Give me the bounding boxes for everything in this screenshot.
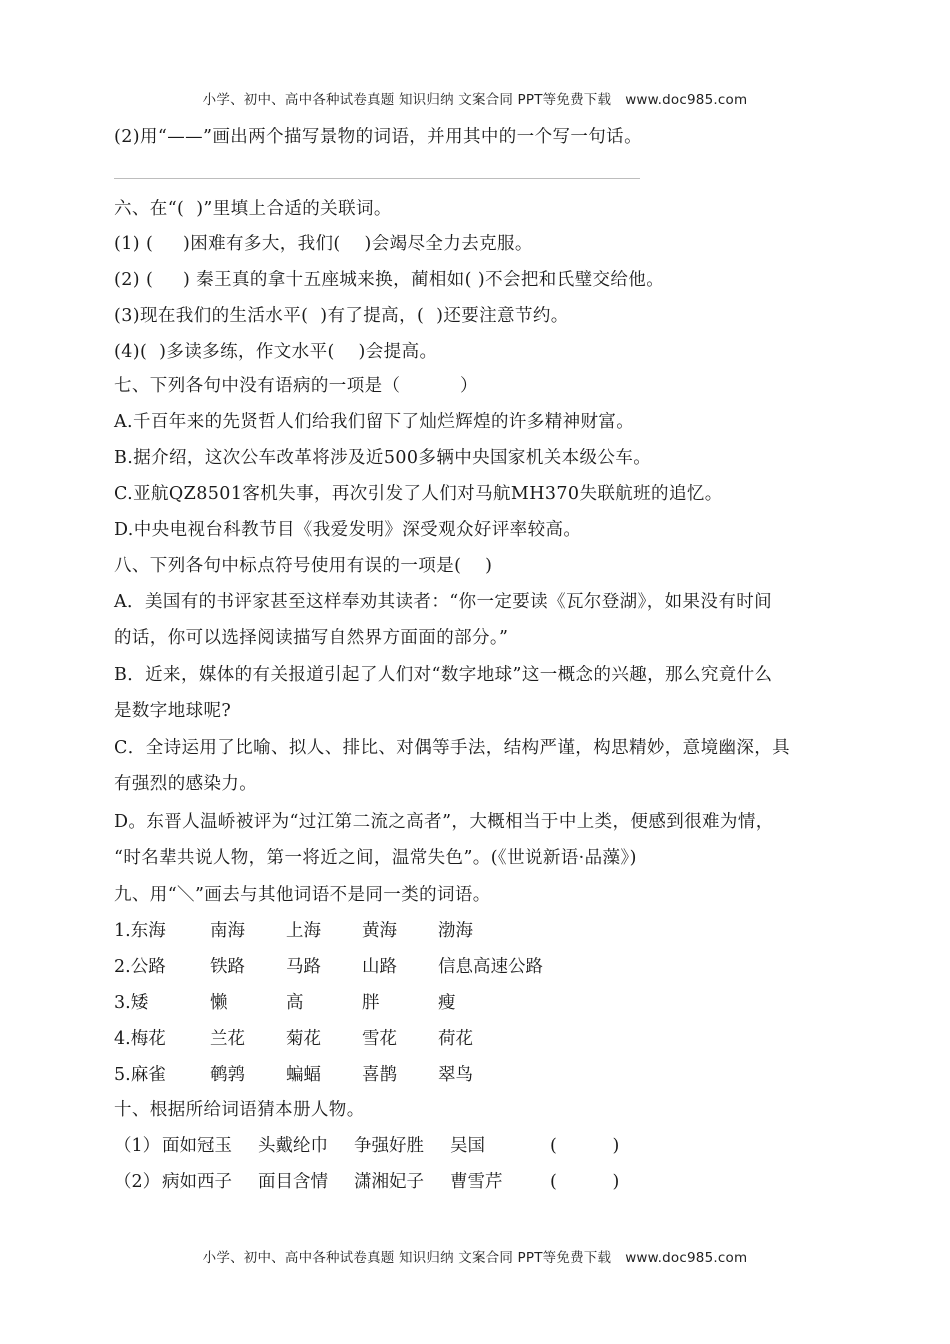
clue-number: （2） (114, 1172, 161, 1192)
section-8-option-b-line-1: B．近来，媒体的有关报道引起了人们对“数字地球”这一概念的兴趣，那么究竟什么 (114, 665, 773, 685)
word-group-item[interactable]: 南海 (210, 921, 245, 941)
word-group-item[interactable]: 兰花 (210, 1029, 245, 1049)
section-8-option-c-line-1: C．全诗运用了比喻、拟人、排比、对偶等手法，结构严谨，构思精妙，意境幽深，具 (114, 738, 791, 758)
word-group-item[interactable]: 胖 (362, 993, 380, 1013)
section-6-item-4: (4)( )多读多练，作文水平( )会提高。 (114, 342, 438, 362)
section-7-option-b: B.据介绍，这次公车改革将涉及近500多辆中央国家机关本级公车。 (114, 448, 652, 468)
footer-site-link[interactable]: www.doc985.com (625, 1250, 748, 1266)
clue-word: 吴国 (450, 1136, 485, 1156)
clue-word: 争强好胜 (354, 1136, 424, 1156)
word-group-item[interactable]: 懒 (210, 993, 228, 1013)
word-group-item[interactable]: 荷花 (438, 1029, 473, 1049)
section-10-title: 十、根据所给词语猜本册人物。 (114, 1100, 365, 1120)
section-6-item-3: (3)现在我们的生活水平( )有了提高，( )还要注意节约。 (114, 306, 569, 326)
header-text: 小学、初中、高中各种试卷真题 知识归纳 文案合同 PPT等免费下载 (202, 92, 612, 108)
answer-blank[interactable]: ( ) (550, 1172, 620, 1192)
section-7-option-a: A.千百年来的先贤哲人们给我们留下了灿烂辉煌的许多精神财富。 (114, 412, 635, 432)
section-8-option-b-line-2: 是数字地球呢? (114, 701, 232, 721)
word-group-item[interactable]: 2.公路 (114, 957, 166, 977)
word-group-item[interactable]: 鹌鹑 (210, 1065, 245, 1085)
section-6-title: 六、在“( )”里填上合适的关联词。 (114, 199, 392, 219)
word-group-item[interactable]: 4.梅花 (114, 1029, 166, 1049)
section-8-option-d-line-1: D。东晋人温峤被评为“过江第二流之高者”，大概相当于中上类，便感到很难为情， (114, 812, 774, 832)
section-8-option-c-line-2: 有强烈的感染力。 (114, 774, 258, 794)
footer-text: 小学、初中、高中各种试卷真题 知识归纳 文案合同 PPT等免费下载 (202, 1250, 612, 1266)
section-8-option-a-line-2: 的话，你可以选择阅读描写自然界方面面的部分。” (114, 628, 509, 648)
word-group-item[interactable]: 喜鹊 (362, 1065, 397, 1085)
section-8-option-a-line-1: A．美国有的书评家甚至这样奉劝其读者：“你一定要读《瓦尔登湖》，如果没有时间 (114, 592, 773, 612)
word-group-item[interactable]: 马路 (286, 957, 321, 977)
word-group-item[interactable]: 5.麻雀 (114, 1065, 166, 1085)
word-group-item[interactable]: 雪花 (362, 1029, 397, 1049)
word-group-item[interactable]: 1.东海 (114, 921, 166, 941)
word-group-item[interactable]: 山路 (362, 957, 397, 977)
word-group-item[interactable]: 翠鸟 (438, 1065, 473, 1085)
clue-number: （1） (114, 1136, 161, 1156)
clue-word: 头戴纶巾 (258, 1136, 328, 1156)
section-8-title: 八、下列各句中标点符号使用有误的一项是( ) (114, 556, 493, 576)
answer-line (114, 178, 640, 179)
word-group-item[interactable]: 渤海 (438, 921, 473, 941)
clue-word: 面目含情 (258, 1172, 328, 1192)
section-6-item-2: (2) ( ) 秦王真的拿十五座城来换，蔺相如( )不会把和氏璧交给他。 (114, 270, 665, 290)
question-5-2: (2)用“——”画出两个描写景物的词语，并用其中的一个写一句话。 (114, 127, 642, 147)
section-7-option-d: D.中央电视台科教节目《我爱发明》深受观众好评率较高。 (114, 520, 582, 540)
header-site-link[interactable]: www.doc985.com (625, 92, 748, 108)
word-group-item[interactable]: 黄海 (362, 921, 397, 941)
word-group-item[interactable]: 3.矮 (114, 993, 149, 1013)
answer-blank[interactable]: ( ) (550, 1136, 620, 1156)
word-group-item[interactable]: 高 (286, 993, 304, 1013)
section-8-option-d-line-2: “时名辈共说人物，第一将近之间，温常失色”。(《世说新语·品藻》) (114, 848, 637, 868)
section-6-item-1: (1) ( )困难有多大，我们( )会竭尽全力去克服。 (114, 234, 533, 254)
section-9-title: 九、用“＼”画去与其他词语不是同一类的词语。 (114, 885, 491, 905)
clue-word: 病如西子 (162, 1172, 232, 1192)
word-group-item[interactable]: 蝙蝠 (286, 1065, 321, 1085)
word-group-item[interactable]: 菊花 (286, 1029, 321, 1049)
page-footer (0, 1246, 950, 1266)
clue-word: 潇湘妃子 (354, 1172, 424, 1192)
section-7-title: 七、下列各句中没有语病的一项是（ ） (114, 376, 478, 396)
page-header (0, 88, 950, 108)
word-group-item[interactable]: 信息高速公路 (438, 957, 543, 977)
word-group-item[interactable]: 瘦 (438, 993, 456, 1013)
clue-word: 面如冠玉 (162, 1136, 232, 1156)
clue-word: 曹雪芹 (450, 1172, 503, 1192)
word-group-item[interactable]: 铁路 (210, 957, 245, 977)
word-group-item[interactable]: 上海 (286, 921, 321, 941)
section-7-option-c: C.亚航QZ8501客机失事，再次引发了人们对马航MH370失联航班的追忆。 (114, 484, 723, 504)
